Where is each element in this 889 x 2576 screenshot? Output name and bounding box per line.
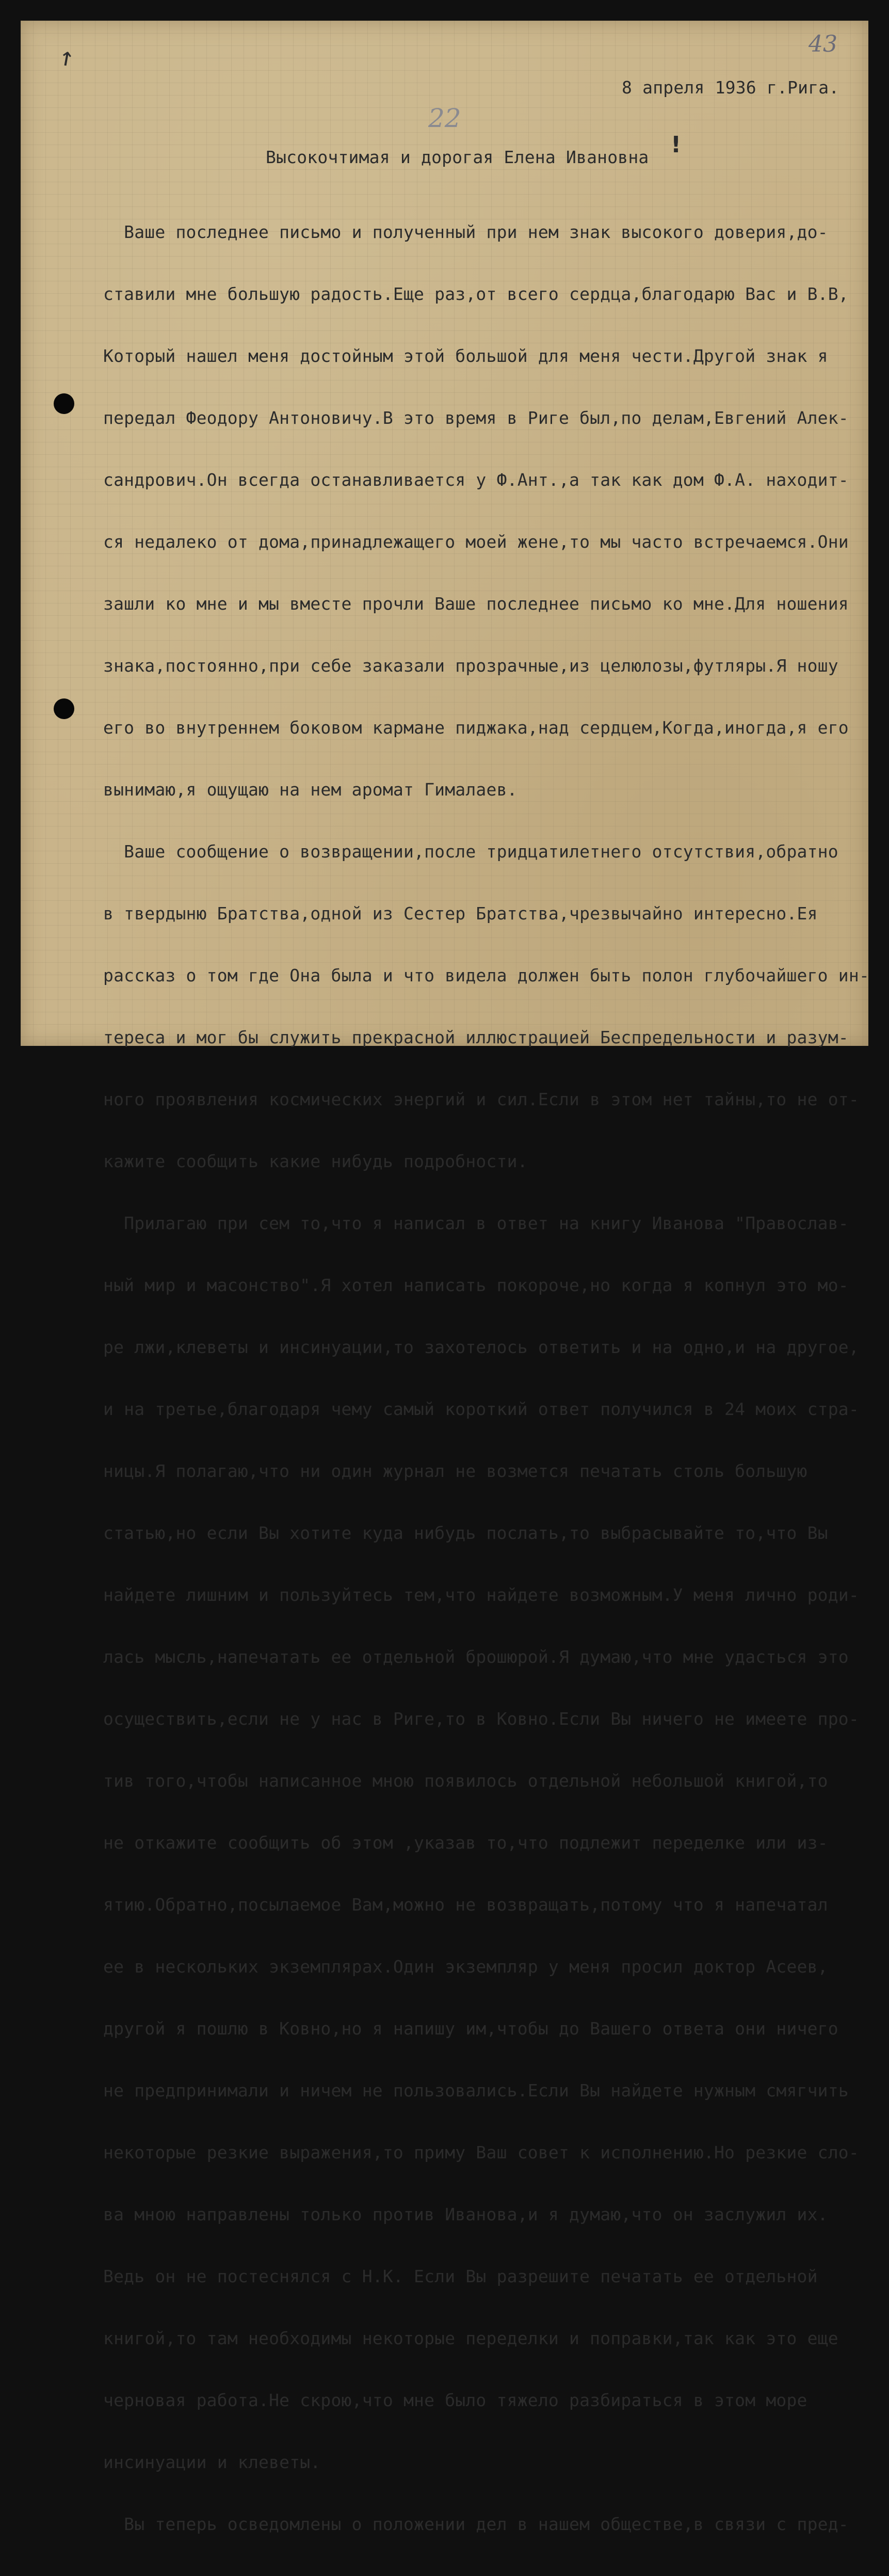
body-line: некоторые резкие выражения,то приму Ваш совет к исполнению.Но резкие сло- xyxy=(103,2142,859,2162)
handwritten-page-number: 22 xyxy=(428,103,461,133)
letter-body xyxy=(103,181,869,2576)
body-line: ятию.Обратно,посылаемое Вам,можно не возвращать,потому что я напечатал xyxy=(103,1895,828,1915)
body-line: ный мир и масонство".Я хотел написать покороче,но когда я копнул это мо- xyxy=(103,1275,849,1295)
body-line: Вы теперь осведомлены о положении дел в нашем обществе,в связи с пред- xyxy=(103,2514,849,2534)
salutation-exclamation: ! xyxy=(671,132,682,158)
body-line: ре лжи,клеветы и инсинуации,то захотелось ответить и на одно,и на другое, xyxy=(103,1337,859,1357)
body-line: его во внутреннем боковом кармане пиджака,над сердцем,Когда,иногда,я его xyxy=(103,718,849,738)
body-line: ся недалеко от дома,принадлежащего моей жене,то мы часто встречаемся.Они xyxy=(103,532,849,552)
body-line: тереса и мог бы служить прекрасной иллюстрацией Беспредельности и разум- xyxy=(103,1027,849,1047)
body-line: ного проявления космических энергий и сил.Если в этом нет тайны,то не от- xyxy=(103,1089,859,1109)
body-line: Ваше последнее письмо и полученный при нем знак высокого доверия,до- xyxy=(103,222,828,242)
body-line: в твердыню Братства,одной из Сестер Братства,чрезвычайно интересно.Ея xyxy=(103,903,818,924)
archive-page-number: 43 xyxy=(809,31,837,57)
body-line: тив того,чтобы написанное мною появилось отдельной небольшой книгой,то xyxy=(103,1771,828,1791)
body-line: вынимаю,я ощущаю на нем аромат Гималаев. xyxy=(103,780,518,800)
punch-hole-top xyxy=(54,393,74,414)
body-line: рассказ о том где Она была и что видела должен быть полон глубочайшего ин- xyxy=(103,965,870,985)
body-line: Который нашел меня достойным этой большой для меня чести.Другой знак я xyxy=(103,346,828,366)
body-line: сандрович.Он всегда останавливается у Ф.Ант.,а так как дом Ф.А. находит- xyxy=(103,470,849,490)
body-line: Прилагаю при сем то,что я написал в ответ на книгу Иванова "Православ- xyxy=(103,1213,849,1233)
body-line: знака,постоянно,при себе заказали прозрачные,из целюлозы,футляры.Я ношу xyxy=(103,656,838,676)
body-line: Ведь он не постеснялся с Н.К. Если Вы разрешите печатать ее отдельной xyxy=(103,2266,818,2286)
body-line: ставили мне большую радость.Еще раз,от всего сердца,благодарю Вас и В.В, xyxy=(103,284,849,304)
body-line: лась мысль,напечатать ее отдельной брошюрой.Я думаю,что мне удасться это xyxy=(103,1647,849,1667)
body-line: ва мною направлены только против Иванова,и я думаю,что он заслужил их. xyxy=(103,2204,828,2224)
body-line: зашли ко мне и мы вместе прочли Ваше последнее письмо ко мне.Для ношения xyxy=(103,594,849,614)
body-line: статью,но если Вы хотите куда нибудь послать,то выбрасывайте то,что Вы xyxy=(103,1523,828,1543)
body-line: осуществить,если не у нас в Риге,то в Ковно.Если Вы ничего не имеете про- xyxy=(103,1709,859,1729)
punch-hole-bottom xyxy=(54,698,74,719)
date-line: 8 апреля 1936 г.Рига. xyxy=(622,77,839,98)
body-line: кажите сообщить какие нибудь подробности. xyxy=(103,1151,528,1171)
letter-page xyxy=(21,21,870,2534)
body-line: инсинуации и клеветы. xyxy=(103,2452,321,2472)
salutation: Высокочтимая и дорогая Елена Ивановна xyxy=(266,147,649,167)
body-line: не предпринимали и ничем не пользовались.Если Вы найдете нужным смягчить xyxy=(103,2080,849,2101)
body-line: ее в нескольких экземплярах.Один экземпляр у меня просил доктор Асеев, xyxy=(103,1957,828,1977)
body-line: не откажите сообщить об этом ,указав то,что подлежит переделке или из- xyxy=(103,1833,828,1853)
body-line: Ваше сообщение о возвращении,после тридцатилетнего отсутствия,обратно xyxy=(103,841,838,862)
corner-ink-mark: ↗ xyxy=(50,39,80,73)
body-line: найдете лишним и пользуйтесь тем,что найдете возможным.У меня лично роди- xyxy=(103,1585,859,1605)
body-line: черновая работа.Не скрою,что мне было тяжело разбираться в этом море xyxy=(103,2390,807,2410)
body-line: книгой,то там необходимы некоторые переделки и поправки,так как это еще xyxy=(103,2328,838,2348)
body-line: передал Феодору Антоновичу.В это время в Риге был,по делам,Евгений Алек- xyxy=(103,408,849,428)
body-line: другой я пошлю в Ковно,но я напишу им,чтобы до Вашего ответа они ничего xyxy=(103,2018,838,2039)
body-line: и на третье,благодаря чему самый короткий ответ получился в 24 моих стра- xyxy=(103,1399,859,1419)
body-line: ницы.Я полагаю,что ни один журнал не возмется печатать столь большую xyxy=(103,1461,807,1481)
